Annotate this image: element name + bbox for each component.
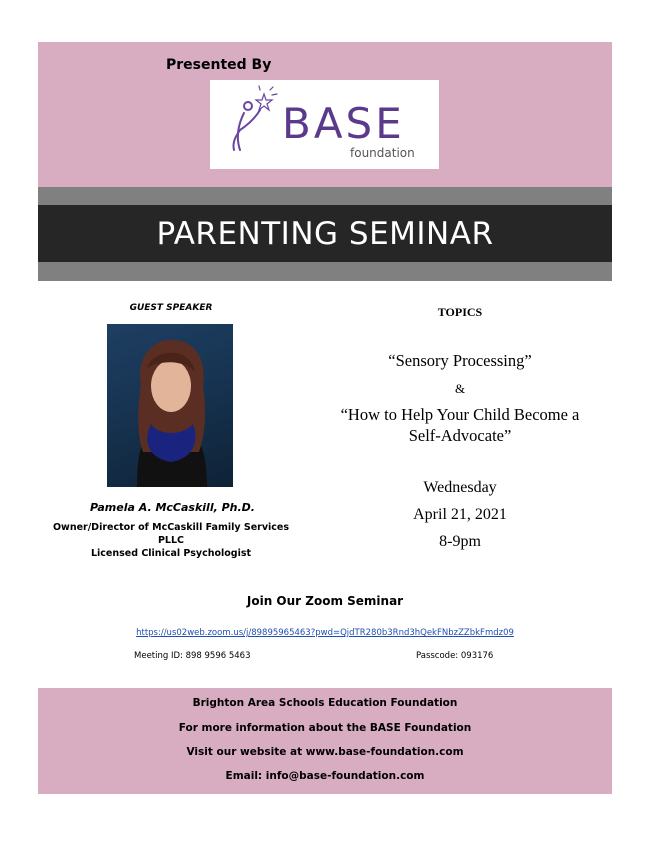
topic-self-advocate [315,404,605,446]
seminar-title: PARENTING SEMINAR [156,215,494,252]
passcode: Passcode: 093176 [416,651,494,661]
presented-by-label: Presented By [166,57,272,73]
logo-word: BASE [282,99,405,148]
speaker-role-line-1: Owner/Director of McCaskill Family Services PLLC [52,522,290,546]
event-time: 8-9pm [439,533,481,550]
topics-label: TOPICS [437,305,483,319]
guest-speaker-label: GUEST SPEAKER [129,303,213,313]
footer-org: Brighton Area Schools Education Foundation [192,697,458,709]
topic-2-line-1: “How to Help Your Child Become a [340,405,580,424]
footer-website: Visit our website at www.base-foundation.com [186,746,464,758]
base-foundation-logo [210,80,439,169]
meeting-id: Meeting ID: 898 9596 5463 [134,651,251,661]
speaker-role [40,521,302,560]
speaker-photo [107,324,233,487]
logo-sub: foundation [350,146,415,160]
zoom-link[interactable]: https://us02web.zoom.us/j/89895965463?pwd=QjdTR280b3Rnd3hQekFNbzZZbkFmdz09 [136,628,514,638]
title-band [38,205,612,262]
speaker-name: Pamela A. McCaskill, Ph.D. [90,501,255,514]
topic-2-line-2: Self-Advocate” [408,426,512,445]
zoom-heading: Join Our Zoom Seminar [246,594,404,608]
speaker-role-line-2: Licensed Clinical Psychologist [90,548,252,559]
topics-ampersand: & [454,381,466,396]
event-date: April 21, 2021 [413,506,507,523]
topic-sensory-processing: “Sensory Processing” [388,351,532,370]
event-day: Wednesday [423,479,497,496]
footer-info: For more information about the BASE Foundation [178,722,472,734]
star-figure-icon [233,86,277,150]
footer-email: Email: info@base-foundation.com [225,770,425,782]
